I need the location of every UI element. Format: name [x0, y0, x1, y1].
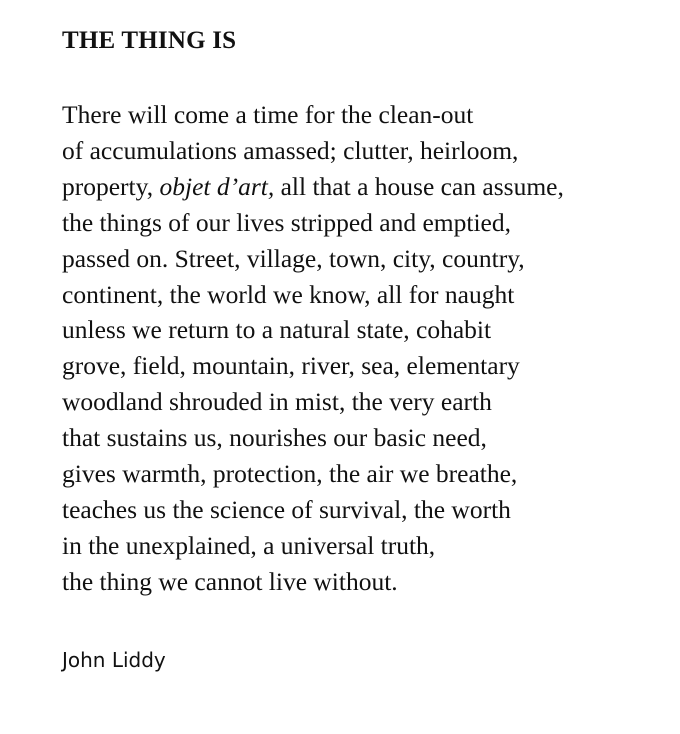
poem-line: that sustains us, nourishes our basic need, — [62, 423, 487, 453]
poem-line: unless we return to a natural state, cohabit — [62, 315, 492, 345]
poem-line-segment: all that a house can assume, — [274, 171, 564, 201]
poem-line: the thing we cannot live without. — [62, 566, 398, 596]
poem-author: John Liddy — [62, 648, 166, 672]
poem-line: of accumulations amassed; clutter, heirloom, — [62, 135, 519, 165]
poem-line: in the unexplained, a universal truth, — [62, 530, 436, 560]
poem-line: teaches us the science of survival, the worth — [62, 494, 511, 524]
poem-line: grove, field, mountain, river, sea, elementary — [62, 351, 520, 381]
poem-line: continent, the world we know, all for naught — [62, 279, 515, 309]
poem-line: passed on. Street, village, town, city, country, — [62, 243, 525, 273]
poem-title: THE THING IS — [62, 27, 237, 54]
poem-line-italic-phrase: objet d’art, — [159, 171, 275, 201]
poem-line: There will come a time for the clean-out — [62, 100, 474, 129]
poem-line: the things of our lives stripped and emptied, — [62, 207, 512, 237]
poem-line: gives warmth, protection, the air we breathe, — [62, 459, 518, 489]
poem-line — [62, 169, 564, 205]
poem-body — [62, 97, 564, 600]
poem-line: woodland shrouded in mist, the very earth — [62, 387, 492, 417]
poem-line-segment: property, — [62, 171, 160, 201]
